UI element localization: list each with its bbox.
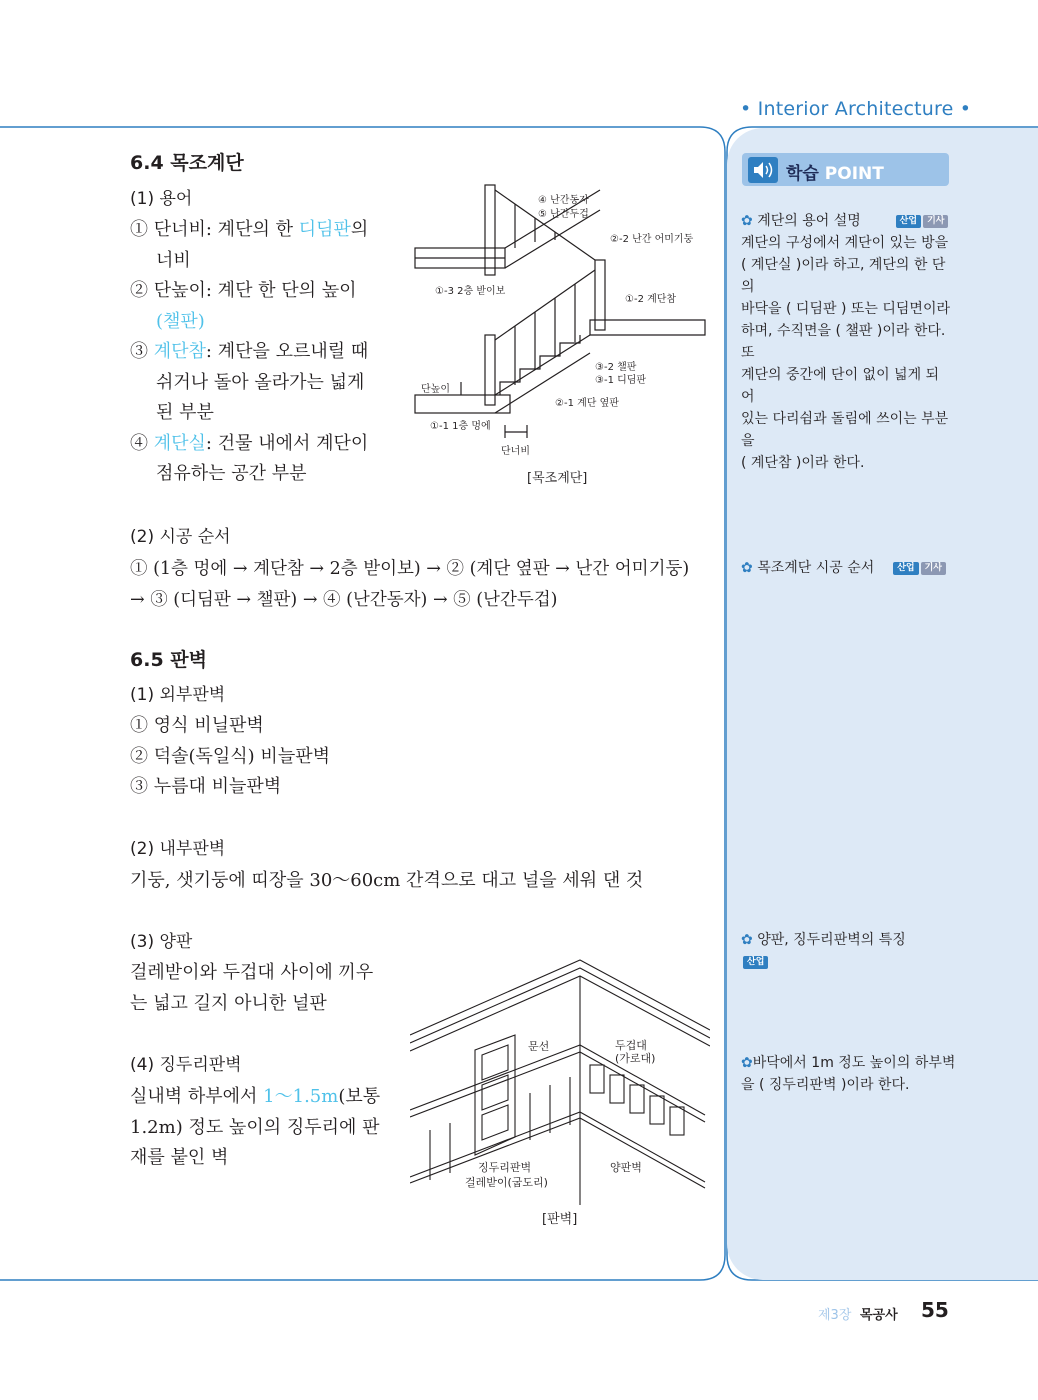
cornice bbox=[410, 960, 710, 1035]
raised-panel bbox=[630, 1085, 644, 1113]
list-item: ② 덕솔(독일식) 비늘판벽 bbox=[130, 745, 330, 767]
note-line: 하며, 수직면을 ( 챌판 )이라 한다. 또 bbox=[741, 323, 946, 361]
stair-steps bbox=[500, 335, 580, 395]
landing bbox=[590, 320, 705, 335]
term-highlight: 계단실 bbox=[153, 432, 206, 454]
side-note-2 bbox=[741, 557, 951, 579]
label-raised-panel-wall: 양판벽 bbox=[610, 1161, 642, 1174]
raised-panel bbox=[670, 1107, 684, 1135]
body-line: 는 넓고 길지 아니한 널판 bbox=[130, 992, 327, 1014]
side-note-3 bbox=[741, 929, 951, 973]
term-text: 너비 bbox=[156, 249, 191, 271]
label-rise: 단높이 bbox=[421, 384, 450, 395]
term-number: ④ bbox=[130, 432, 148, 454]
note-title-row bbox=[741, 210, 951, 232]
body-line: 걸레받이와 두겁대 사이에 끼우 bbox=[130, 962, 374, 983]
term-1 bbox=[130, 215, 380, 276]
note-line: 을 ( 징두리판벽 )이라 한다. bbox=[741, 1077, 910, 1093]
body-highlight: 1～1.5m bbox=[263, 1086, 339, 1107]
term-text: 쉬거나 돌아 올라가는 넓게 bbox=[156, 371, 365, 393]
door-panel bbox=[482, 1045, 508, 1080]
footer-chapter: 제3장 bbox=[818, 1308, 852, 1323]
term-text: : 건물 내에서 계단이 bbox=[205, 432, 369, 454]
term-2 bbox=[130, 276, 380, 337]
note-line: 바닥을 ( 디딤판 ) 또는 디딤면이라 bbox=[741, 301, 950, 317]
badge-industrial: 산업 bbox=[743, 956, 768, 969]
label-cap-rail-alt: (가로대) bbox=[615, 1052, 656, 1065]
section-6-4-title: 6.4 목조계단 bbox=[130, 152, 244, 174]
label-riser: ③-2 챌판 bbox=[595, 362, 637, 373]
note-title: 계단의 용어 설명 bbox=[757, 213, 861, 229]
note-title: 바닥에서 1m 정도 높이의 하부벽 bbox=[752, 1055, 956, 1071]
footer-chapter-name: 목공사 bbox=[860, 1308, 898, 1323]
term-3 bbox=[130, 337, 380, 429]
panel-wall-figure bbox=[410, 955, 710, 1235]
baseboard bbox=[410, 1118, 705, 1188]
terms-list bbox=[130, 215, 380, 490]
label-door-casing: 문선 bbox=[528, 1040, 550, 1053]
subheading-terms: (1) 용어 bbox=[130, 189, 193, 209]
door-panel bbox=[482, 1105, 508, 1140]
construction-order bbox=[130, 554, 720, 615]
body-text: (보통 bbox=[338, 1086, 381, 1107]
label-baluster: ④ 난간동자 bbox=[538, 195, 589, 206]
term-highlight: (챌판) bbox=[156, 310, 205, 332]
wall-figure-caption: [판벽] bbox=[542, 1212, 578, 1227]
badge-industrial: 산업 bbox=[893, 562, 918, 575]
section-6-5-title: 6.5 판벽 bbox=[130, 649, 207, 671]
baseboard bbox=[410, 1112, 705, 1182]
flower-bullet-icon: ✿ bbox=[741, 932, 753, 948]
interior-text: 기둥, 샛기둥에 띠장을 30～60cm 간격으로 대고 널을 세워 댄 것 bbox=[130, 870, 644, 891]
list-item: ③ 누름대 비늘판벽 bbox=[130, 776, 282, 797]
label-baseboard: 걸레받이(굽도리) bbox=[465, 1176, 548, 1189]
term-highlight: 디딤판 bbox=[298, 219, 351, 240]
subheading-order: (2) 시공 순서 bbox=[130, 527, 231, 547]
body-text: 실내벽 하부에서 bbox=[130, 1086, 264, 1107]
term-number: ① bbox=[130, 219, 148, 240]
door bbox=[475, 1035, 515, 1155]
chair-rail bbox=[410, 1052, 705, 1122]
raised-panel bbox=[590, 1065, 604, 1093]
raised-panel bbox=[610, 1075, 624, 1103]
newel-post-top bbox=[485, 185, 495, 275]
term-text: 점유하는 공간 부분 bbox=[156, 463, 307, 484]
term-text: 의 bbox=[350, 219, 369, 240]
label-landing: ①-2 계단참 bbox=[625, 294, 677, 305]
label-tread: ③-1 디딤판 bbox=[595, 375, 647, 386]
flower-bullet-icon: ✿ bbox=[741, 1055, 753, 1071]
yangpan-text bbox=[130, 958, 390, 1019]
term-text: 단너비: 계단의 한 bbox=[153, 219, 299, 240]
flower-bullet-icon: ✿ bbox=[741, 213, 753, 229]
label-cap-rail: 두겁대 bbox=[615, 1039, 647, 1052]
flower-bullet-icon: ✿ bbox=[741, 560, 753, 576]
running-header: • Interior Architecture • bbox=[740, 98, 972, 120]
note-line: ( 계단실 )이라 하고, 계단의 한 단의 bbox=[741, 257, 946, 295]
stair-figure-caption: [목조계단] bbox=[527, 471, 588, 486]
subheading-interior: (2) 내부판벽 bbox=[130, 839, 226, 859]
term-4 bbox=[130, 429, 380, 490]
badge-engineer: 기사 bbox=[921, 562, 946, 575]
subheading-wainscot: (4) 징두리판벽 bbox=[130, 1055, 242, 1075]
chair-rail bbox=[410, 1045, 705, 1115]
exterior-list bbox=[130, 711, 330, 803]
raised-panel bbox=[650, 1096, 664, 1124]
badge-industrial: 산업 bbox=[896, 215, 921, 228]
note-line: ( 계단참 )이라 한다. bbox=[741, 455, 865, 471]
body-line: 1.2m) 정도 높이의 징두리에 판 bbox=[130, 1116, 380, 1138]
note-title: 목조계단 시공 순서 bbox=[757, 560, 875, 576]
order-line: → ③ (디딤판 → 챌판) → ④ (난간동자) → ⑤ (난간두겁) bbox=[130, 589, 558, 610]
note-title: 양판, 징두리판벽의 특징 bbox=[757, 932, 906, 948]
wainscot-text bbox=[130, 1082, 390, 1174]
badge-engineer: 기사 bbox=[923, 215, 948, 228]
note-line: 계단의 중간에 단이 없이 넓게 되어 bbox=[741, 367, 940, 405]
point-accent: POINT bbox=[824, 164, 884, 184]
body-line bbox=[130, 1082, 390, 1113]
stair-stringer bbox=[495, 335, 590, 395]
door-panel bbox=[482, 1075, 508, 1110]
term-highlight: 계단참 bbox=[153, 341, 206, 362]
term-number: ③ bbox=[130, 341, 148, 362]
side-note-4 bbox=[741, 1052, 956, 1096]
side-note-1 bbox=[741, 210, 951, 474]
term-text: : 계단을 오르내릴 때 bbox=[205, 341, 369, 362]
label-first-floor-sill: ①-1 1층 멍에 bbox=[430, 421, 491, 432]
body-line: 재를 붙인 벽 bbox=[130, 1147, 229, 1168]
term-number: ② bbox=[130, 280, 148, 301]
label-second-floor-beam: ①-3 2층 받이보 bbox=[435, 286, 506, 297]
list-item: ① 영식 비닐판벽 bbox=[130, 715, 264, 736]
note-line: 계단의 구성에서 계단이 있는 방을 bbox=[741, 235, 949, 251]
label-side-stringer: ②-1 계단 옆판 bbox=[555, 398, 619, 409]
subheading-yangpan: (3) 양판 bbox=[130, 932, 193, 952]
handrail bbox=[495, 270, 595, 340]
term-text: 된 부분 bbox=[156, 402, 214, 423]
subheading-exterior: (1) 외부판벽 bbox=[130, 685, 226, 705]
label-handrail-cap: ⑤ 난간두겁 bbox=[538, 209, 589, 220]
note-line: 있는 다리쉼과 돌림에 쓰이는 부분을 bbox=[741, 411, 949, 449]
point-label: 학습 bbox=[786, 164, 819, 184]
wooden-stair-figure bbox=[405, 170, 715, 500]
speaker-icon bbox=[748, 157, 778, 183]
order-line: ① (1층 멍에 → 계단참 → 2층 받이보) → ② (계단 옆판 → 난간 어미기둥) bbox=[130, 559, 690, 579]
first-floor-sill bbox=[415, 395, 510, 413]
term-text: 단높이: 계단 한 단의 높이 bbox=[153, 280, 357, 301]
label-wainscot: 징두리판벽 bbox=[478, 1161, 532, 1174]
label-newel-post: ②-2 난간 어미기둥 bbox=[610, 234, 694, 245]
point-header-title bbox=[786, 159, 884, 184]
label-run: 단너비 bbox=[501, 446, 530, 457]
page-number: 55 bbox=[921, 1298, 949, 1322]
